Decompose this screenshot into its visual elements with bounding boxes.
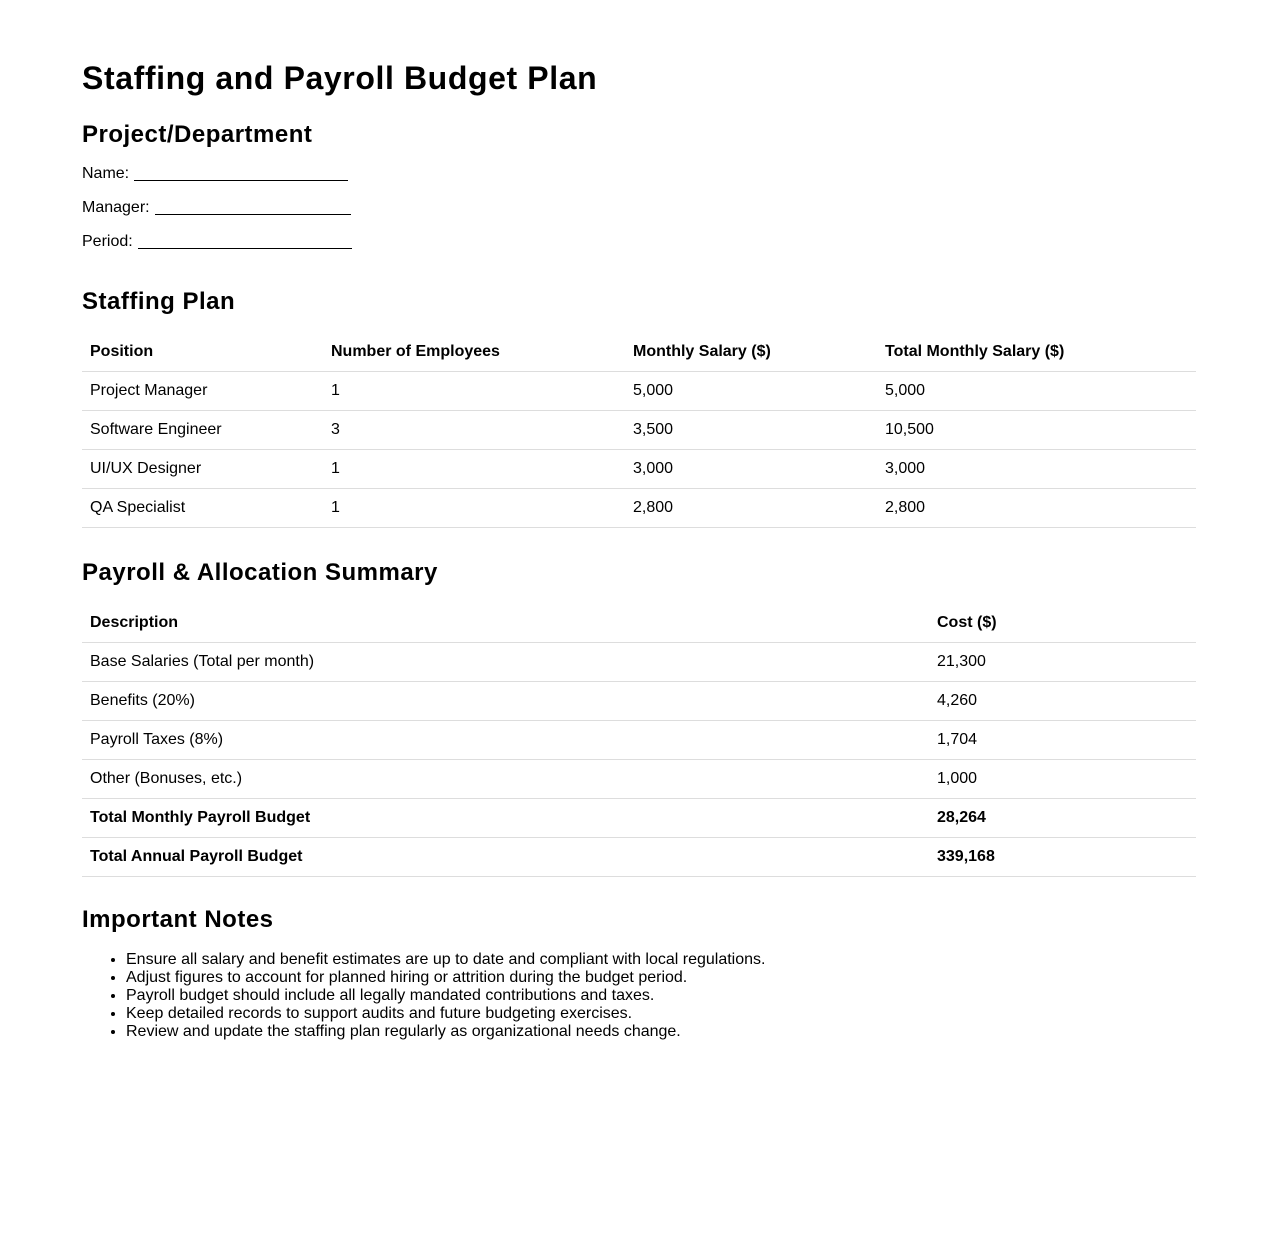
total-salary-cell: 10,500: [877, 411, 1196, 450]
notes-heading: Important Notes: [82, 906, 274, 933]
table-row: [82, 372, 1196, 411]
employees-cell: 1: [323, 450, 625, 489]
employees-cell: 3: [323, 411, 625, 450]
employees-cell: 1: [323, 489, 625, 528]
name-input-line[interactable]: [134, 166, 348, 181]
total-monthly-label: Total Monthly Payroll Budget: [82, 799, 929, 838]
table-row: [82, 760, 1196, 799]
total-annual-row: [82, 838, 1196, 877]
total-monthly-value: 28,264: [929, 799, 1196, 838]
table-row: [82, 411, 1196, 450]
col-description: Description: [82, 604, 929, 643]
salary-cell: 5,000: [625, 372, 877, 411]
description-cell: Benefits (20%): [82, 682, 929, 721]
payroll-header-row: [82, 604, 1196, 643]
cost-cell: 1,704: [929, 721, 1196, 760]
salary-cell: 3,500: [625, 411, 877, 450]
col-cost: Cost ($): [929, 604, 1196, 643]
period-label: Period:: [82, 233, 133, 250]
total-monthly-row: [82, 799, 1196, 838]
position-cell: UI/UX Designer: [82, 450, 323, 489]
description-cell: Base Salaries (Total per month): [82, 643, 929, 682]
manager-input-line[interactable]: [155, 200, 351, 215]
name-field-row: [82, 164, 1196, 184]
cost-cell: 21,300: [929, 643, 1196, 682]
notes-section: [82, 905, 1196, 1041]
description-cell: Payroll Taxes (8%): [82, 721, 929, 760]
notes-list: [82, 951, 1196, 1041]
payroll-heading: Payroll & Allocation Summary: [82, 559, 438, 586]
col-total-monthly-salary: Total Monthly Salary ($): [877, 333, 1196, 372]
table-row: [82, 721, 1196, 760]
payroll-section: [82, 558, 1196, 877]
staffing-header-row: [82, 333, 1196, 372]
list-item: • Ensure all salary and benefit estimates are up to date and compliant with local regulations.: [126, 951, 1196, 969]
salary-cell: 2,800: [625, 489, 877, 528]
period-input-line[interactable]: [138, 234, 352, 249]
description-cell: Other (Bonuses, etc.): [82, 760, 929, 799]
list-item: • Payroll budget should include all legally mandated contributions and taxes.: [126, 987, 1196, 1005]
list-item: • Review and update the staffing plan regularly as organizational needs change.: [126, 1023, 1196, 1041]
position-cell: Software Engineer: [82, 411, 323, 450]
staffing-section: [82, 287, 1196, 528]
salary-cell: 3,000: [625, 450, 877, 489]
total-salary-cell: 3,000: [877, 450, 1196, 489]
cost-cell: 1,000: [929, 760, 1196, 799]
total-annual-label: Total Annual Payroll Budget: [82, 838, 929, 877]
list-item: • Adjust figures to account for planned hiring or attrition during the budget period.: [126, 969, 1196, 987]
payroll-table: [82, 604, 1196, 877]
manager-field-row: [82, 198, 1196, 218]
page-title: Staffing and Payroll Budget Plan: [82, 60, 598, 96]
col-monthly-salary: Monthly Salary ($): [625, 333, 877, 372]
position-cell: QA Specialist: [82, 489, 323, 528]
table-row: [82, 489, 1196, 528]
table-row: [82, 643, 1196, 682]
project-heading: Project/Department: [82, 121, 313, 148]
total-salary-cell: 5,000: [877, 372, 1196, 411]
list-item: • Keep detailed records to support audits and future budgeting exercises.: [126, 1005, 1196, 1023]
position-cell: Project Manager: [82, 372, 323, 411]
col-number-of-employees: Number of Employees: [323, 333, 625, 372]
name-label: Name:: [82, 165, 130, 182]
period-field-row: [82, 232, 1196, 252]
manager-label: Manager:: [82, 199, 150, 216]
cost-cell: 4,260: [929, 682, 1196, 721]
col-position: Position: [82, 333, 323, 372]
total-annual-value: 339,168: [929, 838, 1196, 877]
table-row: [82, 682, 1196, 721]
table-row: [82, 450, 1196, 489]
total-salary-cell: 2,800: [877, 489, 1196, 528]
project-section: [82, 120, 1196, 252]
staffing-heading: Staffing Plan: [82, 288, 236, 315]
staffing-table: [82, 333, 1196, 528]
employees-cell: 1: [323, 372, 625, 411]
